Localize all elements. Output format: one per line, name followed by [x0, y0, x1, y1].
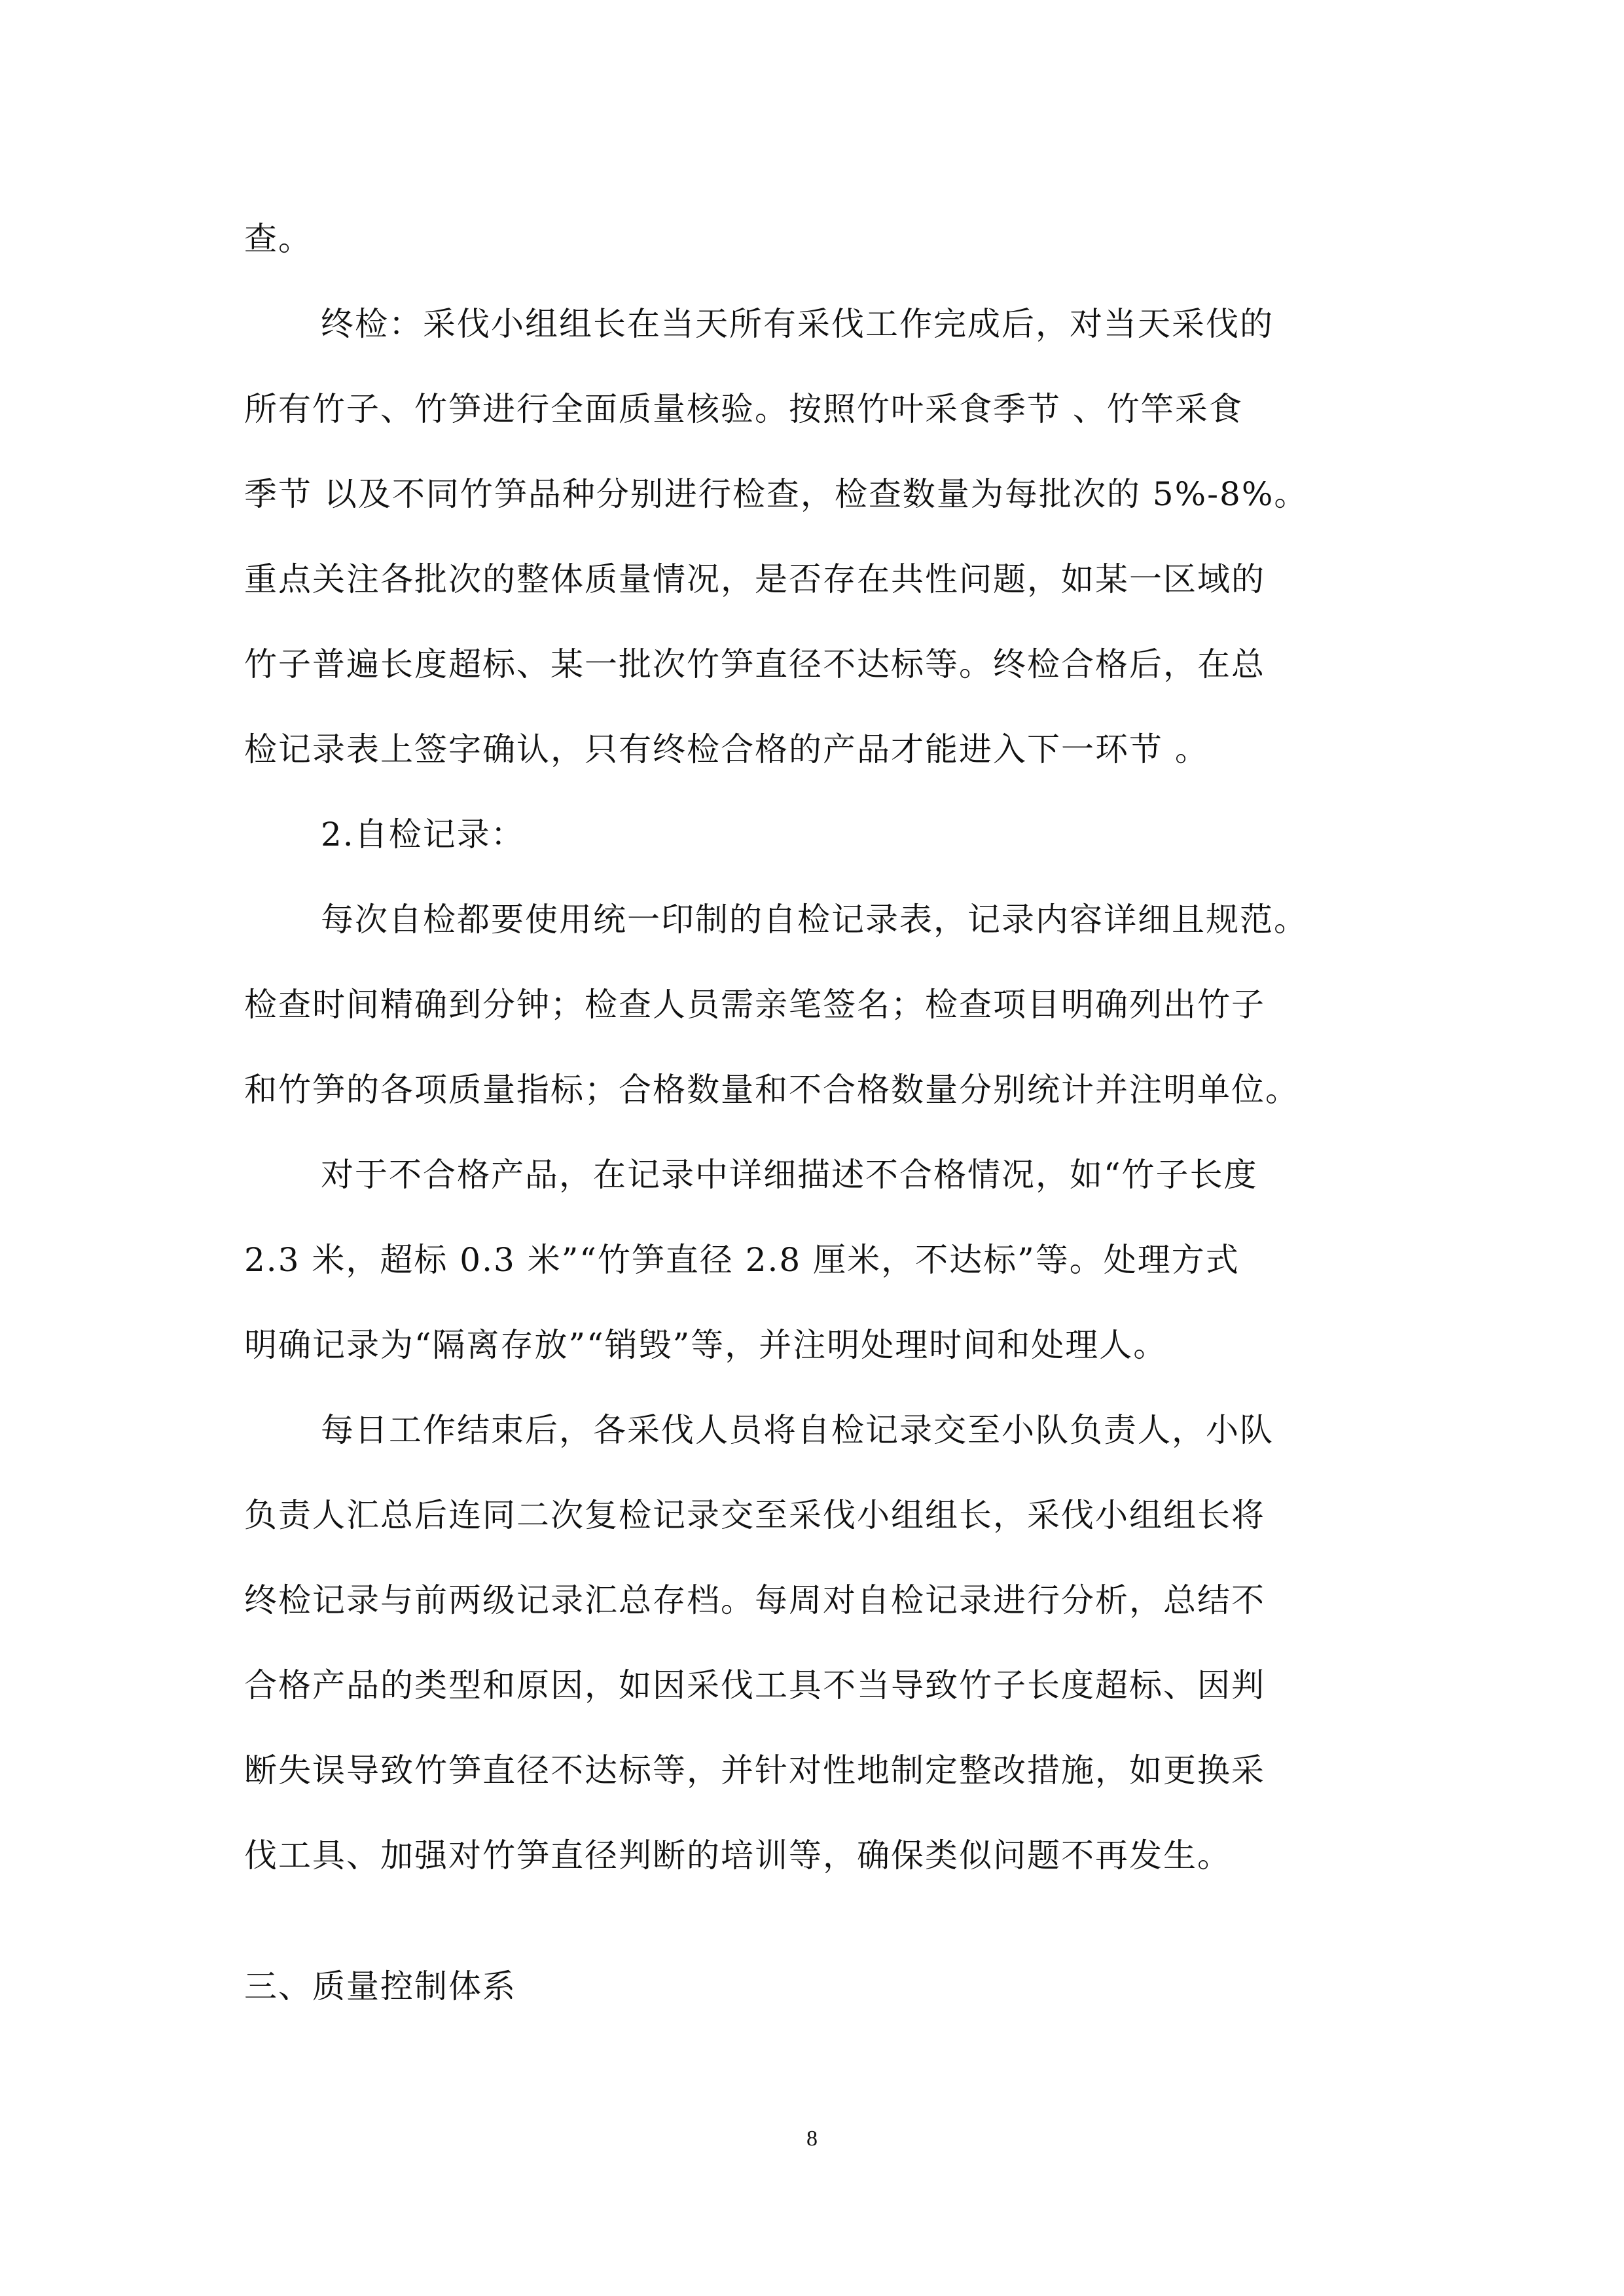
body-text-line: 合格产品的类型和原因，如因采伐工具不当导致竹子长度超标、因判 — [244, 1666, 1265, 1704]
list-heading: 2.自检记录： — [321, 816, 525, 853]
body-text-line: 伐工具、加强对竹笋直径判断的培训等，确保类似问题不再发生。 — [244, 1837, 1231, 1874]
body-text-line: 所有竹子、竹笋进行全面质量核验。按照竹叶采食季节 、竹竿采食 — [244, 390, 1243, 428]
body-text-line: 负责人汇总后连同二次复检记录交至采伐小组组长，采伐小组组长将 — [244, 1496, 1265, 1534]
body-text-line: 终检：采伐小组组长在当天所有采伐工作完成后，对当天采伐的 — [321, 305, 1274, 343]
body-text-line: 和竹笋的各项质量指标；合格数量和不合格数量分别统计并注明单位。 — [244, 1071, 1299, 1109]
body-text-line: 终检记录与前两级记录汇总存档。每周对自检记录进行分析，总结不 — [244, 1581, 1265, 1619]
body-text-line: 季节 以及不同竹笋品种分别进行检查，检查数量为每批次的 5%-8%。 — [244, 475, 1308, 513]
body-text-line: 对于不合格产品，在记录中详细描述不合格情况，如“竹子长度 — [321, 1156, 1258, 1194]
body-text-line: 每日工作结束后，各采伐人员将自检记录交至小队负责人，小队 — [321, 1411, 1274, 1449]
body-text-line: 重点关注各批次的整体质量情况，是否存在共性问题，如某一区域的 — [244, 560, 1265, 598]
body-text-line: 每次自检都要使用统一印制的自检记录表，记录内容详细且规范。 — [321, 901, 1308, 939]
body-text-line: 竹子普遍长度超标、某一批次竹笋直径不达标等。终检合格后，在总 — [244, 645, 1265, 683]
body-text-line: 查。 — [244, 220, 312, 258]
page-number: 8 — [806, 2126, 818, 2151]
body-text-line: 检记录表上签字确认，只有终检合格的产品才能进入下一环节 。 — [244, 730, 1209, 768]
body-text-line: 2.3 米，超标 0.3 米”“竹笋直径 2.8 厘米，不达标”等。处理方式 — [244, 1241, 1240, 1279]
body-text-line: 明确记录为“隔离存放”“销毁”等，并注明处理时间和处理人。 — [244, 1326, 1168, 1364]
body-text-line: 检查时间精确到分钟；检查人员需亲笔签名；检查项目明确列出竹子 — [244, 986, 1265, 1024]
section-heading: 三、质量控制体系 — [244, 1967, 516, 2005]
body-text-line: 断失误导致竹笋直径不达标等，并针对性地制定整改措施，如更换采 — [244, 1751, 1265, 1789]
